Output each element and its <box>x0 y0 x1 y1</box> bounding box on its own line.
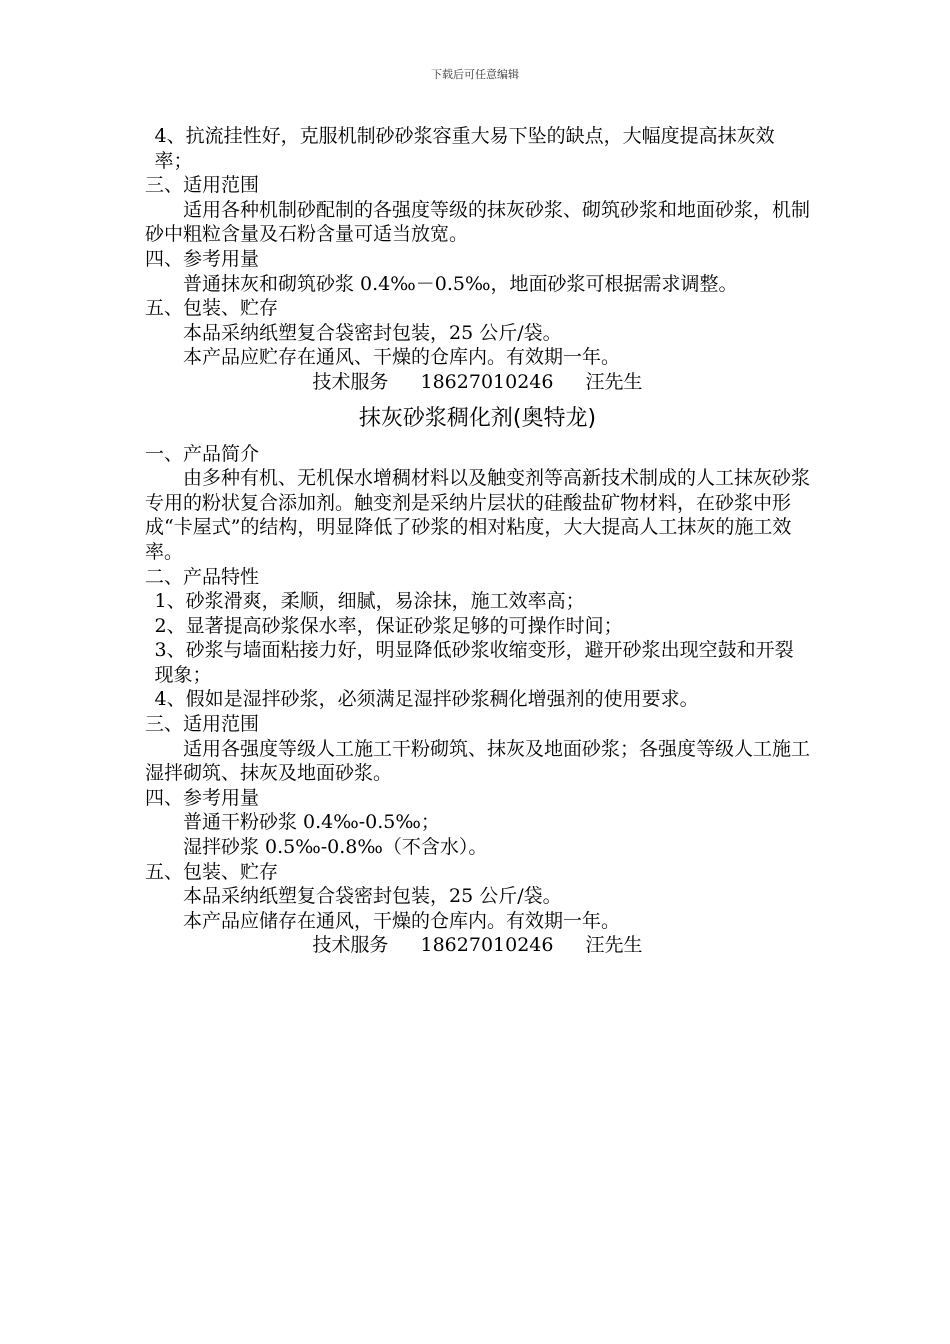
part2-feature-item: 3、砂浆与墙面粘接力好，明显降低砂浆收缩变形，避开砂浆出现空鼓和开裂现象； <box>154 639 794 686</box>
part2-section-3-heading: 三、适用范围 <box>145 713 260 736</box>
part1-section-4-heading: 四、参考用量 <box>145 247 260 270</box>
part2-section-2-heading: 二、产品特性 <box>145 565 260 588</box>
product-title: 抹灰砂浆稠化剂(奥特龙) <box>358 405 597 431</box>
part1-section-4-text: 普通抹灰和砌筑砂浆 0.4‰－0.5‰，地面砂浆可根据需求调整。 <box>183 272 738 295</box>
part2-contact-label: 技术服务 <box>312 934 389 957</box>
part2-feature-item: 2、显著提高砂浆保水率，保证砂浆足够的可操作时间； <box>154 614 623 637</box>
part1-section-3-heading: 三、适用范围 <box>145 174 260 197</box>
part2-contact-phone: 18627010246 <box>420 934 554 957</box>
part1-contact-phone: 18627010246 <box>420 370 554 393</box>
part2-contact-line <box>145 933 810 958</box>
header-note: 下载后可任意编辑 <box>431 68 519 81</box>
part1-section-5-line-2: 本产品应贮存在通风、干燥的仓库内。有效期一年。 <box>183 346 621 369</box>
part2-section-4-line-1: 普通干粉砂浆 0.4‰-0.5‰； <box>183 811 440 834</box>
part1-contact-label: 技术服务 <box>312 370 389 393</box>
part2-section-5-line-2: 本产品应储存在通风，干燥的仓库内。有效期一年。 <box>183 909 621 932</box>
part2-section-5-heading: 五、包装、贮存 <box>145 860 279 883</box>
part2-feature-item: 1、砂浆滑爽，柔顺，细腻，易涂抹，施工效率高； <box>154 590 585 613</box>
part2-section-5-line-1: 本品采纳纸塑复合袋密封包装，25 公斤/袋。 <box>183 885 562 908</box>
part1-item-4: 4、抗流挂性好，克服机制砂砂浆容重大易下坠的缺点，大幅度提高抹灰效率； <box>154 125 775 172</box>
part2-contact-name: 汪先生 <box>585 934 643 957</box>
part1-section-5-heading: 五、包装、贮存 <box>145 297 279 320</box>
part1-contact-name: 汪先生 <box>585 370 643 393</box>
part2-section-4-line-2: 湿拌砂浆 0.5‰-0.8‰（不含水）。 <box>183 836 488 859</box>
part2-feature-item: 4、假如是湿拌砂浆，必须满足湿拌砂浆稠化增强剂的使用要求。 <box>154 688 699 711</box>
part1-section-3-text: 适用各种机制砂配制的各强度等级的抹灰砂浆、砌筑砂浆和地面砂浆，机制砂中粗粒含量及石粉含量可适当放宽。 <box>145 198 811 246</box>
part1-section-5-line-1: 本品采纳纸塑复合袋密封包装，25 公斤/袋。 <box>183 321 562 344</box>
document-body <box>145 124 810 958</box>
part2-section-1-text: 由多种有机、无机保水增稠材料以及触变剂等高新技术制成的人工抹灰砂浆专用的粉状复合添加剂。触变剂是采纳片层状的硅酸盐矿物材料，在砂浆中形成“卡屋式”的结构，明显降低了砂浆的相对粘度，大大提高人工抹灰的施工效率。 <box>145 467 811 563</box>
part2-section-3-text: 适用各强度等级人工施工干粉砌筑、抹灰及地面砂浆；各强度等级人工施工湿拌砌筑、抹灰及地面砂浆。 <box>145 737 811 785</box>
part2-section-1-heading: 一、产品简介 <box>145 442 260 465</box>
part2-section-4-heading: 四、参考用量 <box>145 786 260 809</box>
part1-contact-line <box>145 370 810 395</box>
